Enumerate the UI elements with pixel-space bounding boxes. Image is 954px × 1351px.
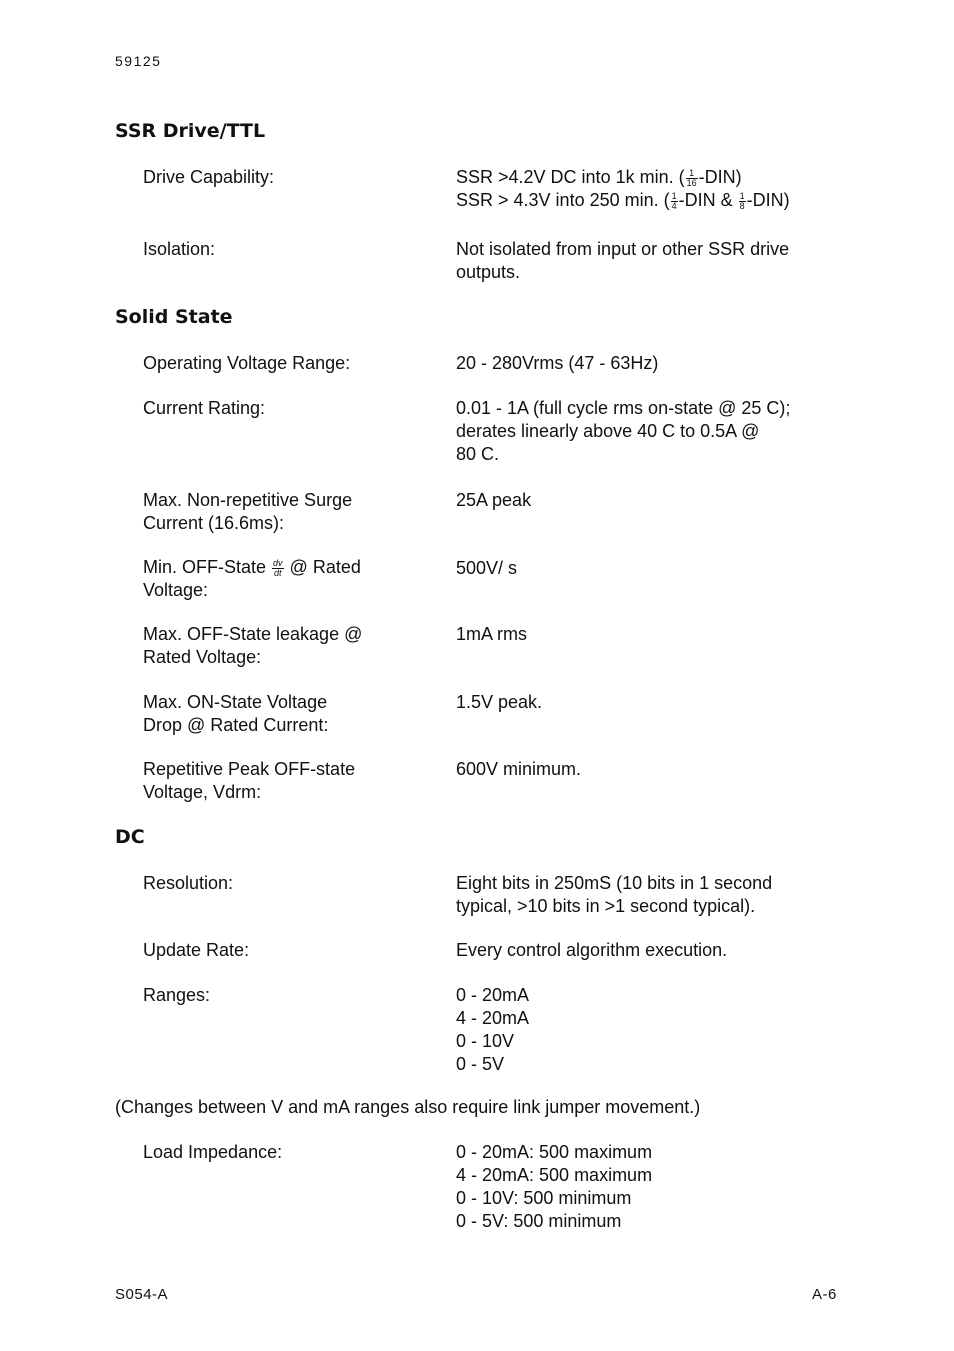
operating-voltage-label: Operating Voltage Range: xyxy=(143,353,351,373)
list-item: 0 - 5V xyxy=(456,1054,505,1074)
fraction-dv-dt: $\frac{dv}{dt}$ xyxy=(273,557,283,578)
list-item: 4 - 20mA xyxy=(456,1008,530,1028)
isolation-value: Not isolated from input or other SSR drive outputs. xyxy=(456,239,790,282)
update-rate-label: Update Rate: xyxy=(143,940,250,960)
dvdt-value: 500V/ s xyxy=(456,558,518,578)
surge-current-value: 25A peak xyxy=(456,490,532,510)
on-state-drop-label: Max. ON-State Voltage Drop @ Rated Current: xyxy=(143,692,329,735)
list-item: 0 - 20mA: 500 maximum xyxy=(456,1142,653,1162)
drive-capability-label: Drive Capability: xyxy=(143,167,275,187)
list-item: 0 - 5V: 500 minimum xyxy=(456,1211,622,1231)
list-item: 0 - 10V: 500 minimum xyxy=(456,1188,632,1208)
footer-doc-code: S054-A xyxy=(115,1286,169,1303)
on-state-drop-value: 1.5V peak. xyxy=(456,692,543,712)
resolution-value: Eight bits in 250mS (10 bits in 1 second typical, >10 bits in >1 second typical). xyxy=(456,873,773,916)
dvdt-label: Min. OFF-State $\frac{dv}{dt}$ @ Rated Voltage: xyxy=(143,557,361,600)
fraction-one-quarter: $\frac{1}{4}$ xyxy=(671,190,677,211)
surge-current-label: Max. Non-repetitive Surge Current (16.6ms): xyxy=(143,490,353,533)
section-heading-dc: DC xyxy=(115,826,145,848)
load-impedance-list xyxy=(456,1141,836,1233)
resolution-label: Resolution: xyxy=(143,873,234,893)
ranges-label: Ranges: xyxy=(143,985,211,1005)
fraction-one-sixteenth: $\frac{1}{16}$ xyxy=(686,167,697,188)
section-heading-ssr-drive: SSR Drive/TTL xyxy=(115,120,266,142)
isolation-label: Isolation: xyxy=(143,239,216,259)
current-rating-value: 0.01 - 1A (full cycle rms on-state @ 25 C); derates linearly above 40 C to 0.5A @ 80 C. xyxy=(456,398,791,464)
document-number: 59125 xyxy=(115,53,162,69)
list-item: 0 - 20mA xyxy=(456,985,530,1005)
list-item: 4 - 20mA: 500 maximum xyxy=(456,1165,653,1185)
off-state-leakage-label: Max. OFF-State leakage @ Rated Voltage: xyxy=(143,624,363,667)
off-state-leakage-value: 1mA rms xyxy=(456,624,528,644)
ranges-list xyxy=(456,984,836,1076)
load-impedance-label: Load Impedance: xyxy=(143,1142,283,1162)
fraction-one-eighth: $\frac{1}{8}$ xyxy=(739,190,745,211)
list-item: 0 - 10V xyxy=(456,1031,515,1051)
repetitive-peak-value: 600V minimum. xyxy=(456,759,582,779)
drive-capability-value: SSR >4.2V DC into 1k min. ( $\frac{1}{16}$ -DIN) SSR > 4.3V into 250 min. ( $\frac{1}{4}$ -DIN & $\frac{1}{8}$ -DIN) xyxy=(456,167,790,211)
repetitive-peak-label: Repetitive Peak OFF-state Voltage, Vdrm: xyxy=(143,759,356,802)
current-rating-label: Current Rating: xyxy=(143,398,266,418)
section-heading-solid-state: Solid State xyxy=(115,306,233,328)
update-rate-value: Every control algorithm execution. xyxy=(456,940,728,960)
range-change-note: (Changes between V and mA ranges also require link jumper movement.) xyxy=(115,1097,701,1117)
footer-page-number: A-6 xyxy=(812,1286,837,1303)
operating-voltage-value: 20 - 280Vrms (47 - 63Hz) xyxy=(456,353,659,373)
